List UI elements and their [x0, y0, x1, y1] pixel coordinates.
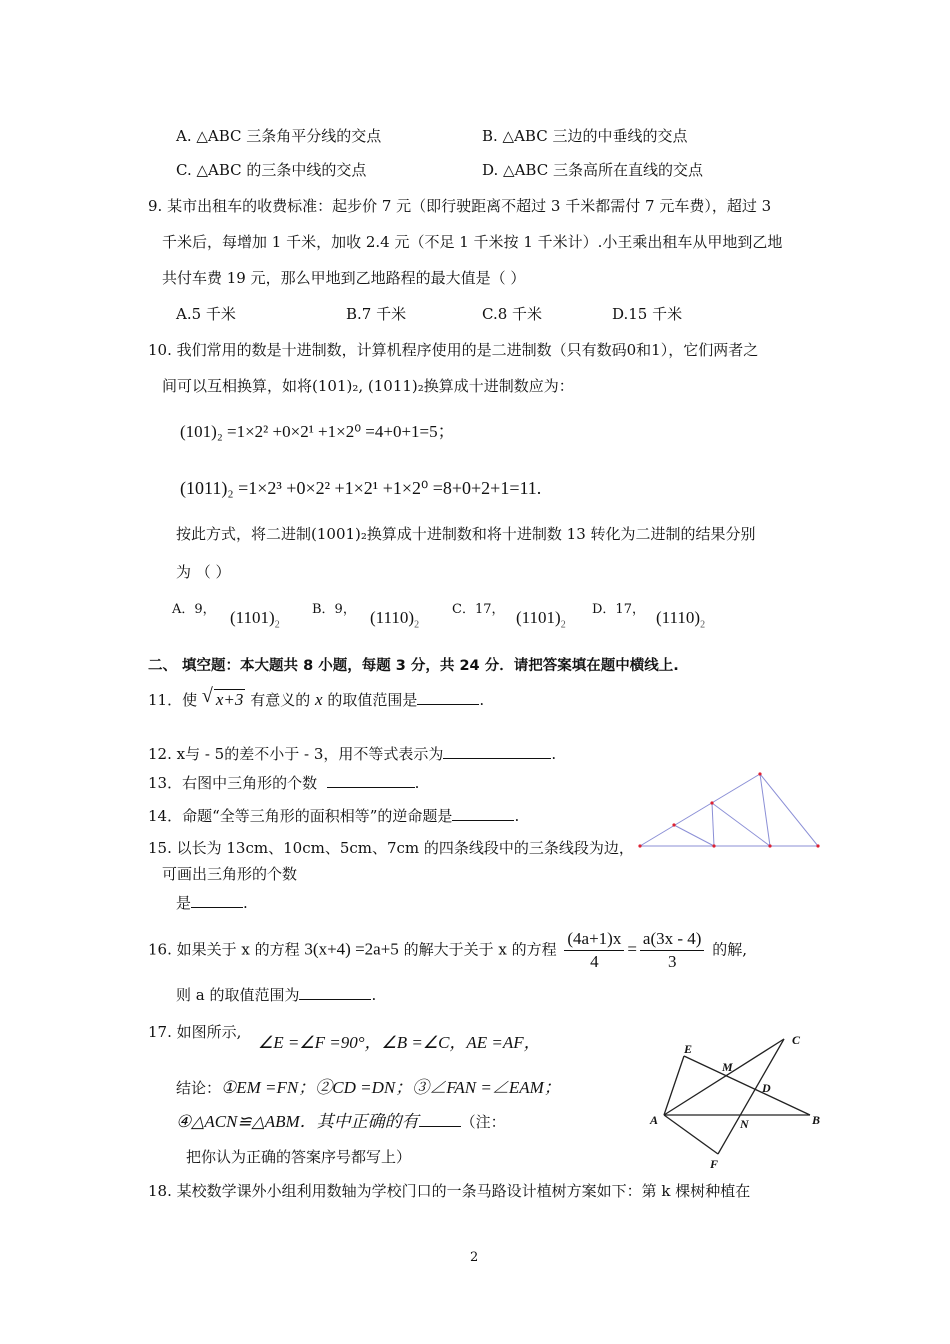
- q11-line: 11．使 √ x+3 有意义的 x 的取值范围是 .: [148, 685, 485, 709]
- page-number: 2: [470, 1250, 479, 1265]
- q17-answer-blank[interactable]: [419, 1112, 461, 1127]
- q9-option-c: C.8 千米: [482, 305, 543, 323]
- segment-AF: [664, 1115, 718, 1154]
- segment-EB: [684, 1056, 810, 1115]
- q8-option-d: D. △ABC 三条高所在直线的交点: [482, 161, 703, 179]
- q14-line: 14．命题“全等三角形的面积相等”的逆命题是 .: [148, 807, 520, 825]
- figure-points: [638, 772, 819, 847]
- q17-line4: 把你认为正确的答案序号都写上）: [186, 1148, 412, 1166]
- q14-answer-blank[interactable]: [452, 806, 514, 821]
- q13-answer-blank[interactable]: [327, 773, 415, 788]
- q10-option-a-label: A．9，: [172, 602, 216, 617]
- label-D: D: [762, 1081, 771, 1095]
- q17-conditions: ∠E =∠F =90°，∠B =∠C，AE =AF，: [258, 1033, 541, 1052]
- segment-AC: [664, 1039, 784, 1115]
- q16-equation-1: 3(x+4) =2a+5: [304, 939, 399, 959]
- q8-option-c: C. △ABC 的三条中线的交点: [176, 161, 367, 179]
- q10-option-a-value: $(1101)_2$: [230, 608, 280, 631]
- q10-option-b-label: B．9，: [312, 602, 356, 617]
- q10-line1: 10. 我们常用的数是十进制数，计算机程序使用的是二进制数（只有数码0和1），它们两者之: [148, 341, 759, 359]
- label-F: F: [710, 1157, 719, 1171]
- cevian-3: [712, 803, 770, 846]
- segment-AE: [664, 1056, 684, 1115]
- q10-line2: 间可以互相换算，如将(101)₂, (1011)₂换算成十进制数应为：: [162, 377, 574, 395]
- label-B: B: [812, 1113, 821, 1127]
- q16-fraction-2: $\frac{a(3x - 4)}{3}$: [640, 928, 705, 973]
- q15-line1: 15. 以长为 13cm、10cm、5cm、7cm 的四条线段中的三条线段为边，: [148, 839, 634, 857]
- q15-line3: 是 .: [176, 894, 248, 912]
- outer-triangle: [640, 774, 818, 846]
- q17-line2: 结论：①EM =FN；②CD =DN；③∠FAN =∠EAM；: [176, 1078, 561, 1097]
- q10-line4: 为 （ ）: [176, 563, 231, 581]
- cevian-2: [712, 803, 714, 846]
- q13-line: 13．右图中三角形的个数 .: [148, 774, 420, 792]
- q15-answer-blank[interactable]: [191, 893, 243, 908]
- q15-line2: 可画出三角形的个数: [162, 865, 298, 883]
- label-N: N: [740, 1117, 749, 1131]
- q10-line3: 按此方式，将二进制(1001)₂换算成十进制数和将十进制数 13 转化为二进制的结果分别: [176, 525, 756, 543]
- q11-sqrt: √ x+3: [201, 685, 244, 709]
- q10-option-c-label: C．17，: [452, 602, 505, 617]
- q9-line1: 9. 某市出租车的收费标准：起步价 7 元（即行驶距离不超过 3 千米都需付 7 元车费），超过 3: [148, 197, 772, 215]
- q10-equation-1: (101)₂ =1×2² +0×2¹ +1×2⁰ =4+0+1=5；: [180, 422, 455, 441]
- cevian-4: [674, 825, 714, 846]
- q17-line3: ④△ACN≌△ABM．其中正确的有 （注：: [176, 1112, 506, 1131]
- label-C: C: [792, 1033, 801, 1047]
- q16-answer-blank[interactable]: [299, 985, 371, 1000]
- q10-option-d-value: $(1110)_2$: [656, 608, 706, 631]
- label-E: E: [684, 1042, 693, 1056]
- q9-option-b: B.7 千米: [346, 305, 407, 323]
- segment-CF: [718, 1039, 784, 1154]
- q18-line: 18. 某校数学课外小组利用数轴为学校门口的一条马路设计植树方案如下：第 k 棵树种植在: [148, 1182, 751, 1200]
- q12-line: 12. x与 - 5的差不小于 - 3，用不等式表示为 .: [148, 745, 557, 763]
- q9-option-a: A.5 千米: [176, 305, 236, 323]
- q16-fraction-1: $\frac{(4a+1)x}{4}$: [564, 928, 624, 973]
- section-2-heading: 二、 填空题：本大题共 8 小题，每题 3 分，共 24 分．请把答案填在题中横线上.: [148, 658, 679, 674]
- q17-geometry-figure: [640, 1028, 830, 1174]
- q10-option-b-value: $(1110)_2$: [370, 608, 420, 631]
- q8-option-a: A. △ABC 三条角平分线的交点: [176, 127, 382, 145]
- q9-option-d: D.15 千米: [612, 305, 683, 323]
- q10-option-d-label: D．17，: [592, 602, 645, 617]
- q11-answer-blank[interactable]: [417, 690, 479, 705]
- q8-option-b: B. △ABC 三边的中垂线的交点: [482, 127, 688, 145]
- q16-line2: 则 a 的取值范围为 .: [176, 986, 377, 1004]
- q12-answer-blank[interactable]: [443, 744, 551, 759]
- q17-line1: 17. 如图所示,: [148, 1023, 242, 1041]
- q10-option-c-value: $(1101)_2$: [516, 608, 566, 631]
- q13-triangle-figure: [634, 770, 824, 854]
- label-A: A: [650, 1113, 659, 1127]
- q9-line2: 千米后，每增加 1 千米，加收 2.4 元（不足 1 千米按 1 千米计）.小王乘出租车从甲地到乙地: [162, 233, 783, 251]
- q9-line3: 共付车费 19 元，那么甲地到乙地路程的最大值是（ ）: [162, 269, 526, 287]
- q10-equation-2: (1011)₂ =1×2³ +0×2² +1×2¹ +1×2⁰ =8+0+2+1=11.: [180, 478, 542, 498]
- label-M: M: [722, 1060, 733, 1074]
- q16-line1: 16. 如果关于 x 的方程 3(x+4) =2a+5 的解大于关于 x 的方程 $\frac{(4a+1)x}{4}$ = $\frac{a(3x - 4)}{3}$ 的解,: [148, 929, 748, 971]
